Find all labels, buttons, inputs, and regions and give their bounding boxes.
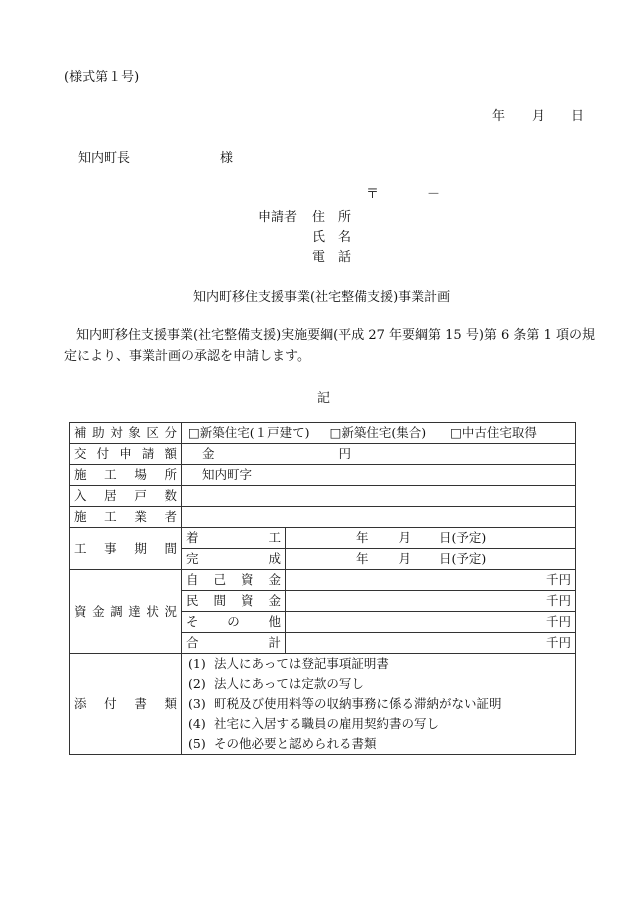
attachment-item: (3) 町税及び使用料等の収納事務に係る滞納がない証明 <box>188 696 502 711</box>
table-row-contractor <box>70 507 576 528</box>
addressee-name: 知内町長 <box>78 151 131 166</box>
funding-private-field[interactable]: 千円 <box>286 591 576 612</box>
period-end-month: 月 <box>398 551 412 566</box>
period-end-field[interactable] <box>286 549 576 570</box>
period-start-label: 着工 <box>182 528 286 549</box>
table-row-site <box>70 465 576 486</box>
applicant-label: 申請者 <box>258 210 298 225</box>
funding-own-label: 自己資金 <box>182 570 286 591</box>
postal-dash: － <box>427 187 441 202</box>
category-options <box>182 423 576 444</box>
funding-own-field[interactable]: 千円 <box>286 570 576 591</box>
attachment-item: (2) 法人にあっては定款の写し <box>188 676 364 691</box>
addressee-honorific: 様 <box>220 151 234 166</box>
table-row-funding-own <box>70 570 576 591</box>
form-number: (様式第１号) <box>64 70 140 85</box>
period-start-month: 月 <box>398 530 412 545</box>
funding-other-field[interactable]: 千円 <box>286 612 576 633</box>
attachment-item: (1) 法人にあっては登記事項証明書 <box>188 656 389 671</box>
period-end-label: 完成 <box>182 549 286 570</box>
date-year-label: 年 <box>492 109 506 124</box>
date-month-label: 月 <box>532 109 546 124</box>
table-row-period-start <box>70 528 576 549</box>
applicant-address-label: 住 所 <box>312 210 352 225</box>
grant-amount-label: 交付申請額 <box>70 444 182 465</box>
grant-amount-unit: 円 <box>338 446 352 461</box>
category-option-used-house[interactable]: □中古住宅取得 <box>450 425 537 440</box>
ki-heading: 記 <box>317 391 331 406</box>
site-label: 施工場所 <box>70 465 182 486</box>
period-end-year: 年 <box>356 551 369 566</box>
table-row-attachments <box>70 654 576 755</box>
attachment-item: (4) 社宅に入居する職員の雇用契約書の写し <box>188 716 439 731</box>
units-field[interactable] <box>182 486 576 507</box>
period-start-year: 年 <box>356 530 369 545</box>
table-row-units <box>70 486 576 507</box>
period-end-day: 日(予定) <box>439 551 487 566</box>
funding-total-label: 合 計 <box>182 633 286 654</box>
period-start-field[interactable] <box>286 528 576 549</box>
contractor-field[interactable] <box>182 507 576 528</box>
category-option-apartment[interactable]: □新築住宅(集合) <box>329 425 427 440</box>
grant-amount-prefix: 金 <box>202 446 215 461</box>
funding-label: 資金調達状況 <box>70 570 182 654</box>
body-text-line1: 知内町移住支援事業(社宅整備支援)実施要綱(平成 27 年要綱第 15 号)第 6 条第 1 項の規 <box>76 328 595 343</box>
funding-private-label: 民間資金 <box>182 591 286 612</box>
body-text-line2: 定により、事業計画の承認を申請します。 <box>64 349 310 364</box>
attachments-label: 添付書類 <box>70 654 182 755</box>
attachments-list <box>182 654 576 755</box>
site-field[interactable]: 知内町字 <box>182 465 576 486</box>
document-title: 知内町移住支援事業(社宅整備支援)事業計画 <box>193 290 451 305</box>
contractor-label: 施工業者 <box>70 507 182 528</box>
period-start-day: 日(予定) <box>439 530 487 545</box>
category-label: 補助対象区分 <box>70 423 182 444</box>
postal-mark: 〒 <box>366 187 380 202</box>
period-label: 工事期間 <box>70 528 182 570</box>
table-row-grant-amount <box>70 444 576 465</box>
date-day-label: 日 <box>571 109 585 124</box>
funding-total-field[interactable]: 千円 <box>286 633 576 654</box>
applicant-phone-label: 電 話 <box>312 250 352 265</box>
funding-other-label: そ の 他 <box>182 612 286 633</box>
applicant-name-label: 氏 名 <box>312 230 352 245</box>
table-row-category <box>70 423 576 444</box>
category-option-detached[interactable]: □新築住宅(１戸建て) <box>188 425 310 440</box>
grant-amount-field[interactable] <box>182 444 576 465</box>
application-table <box>69 422 576 755</box>
units-label: 入居戸数 <box>70 486 182 507</box>
attachment-item: (5) その他必要と認められる書類 <box>188 736 377 751</box>
